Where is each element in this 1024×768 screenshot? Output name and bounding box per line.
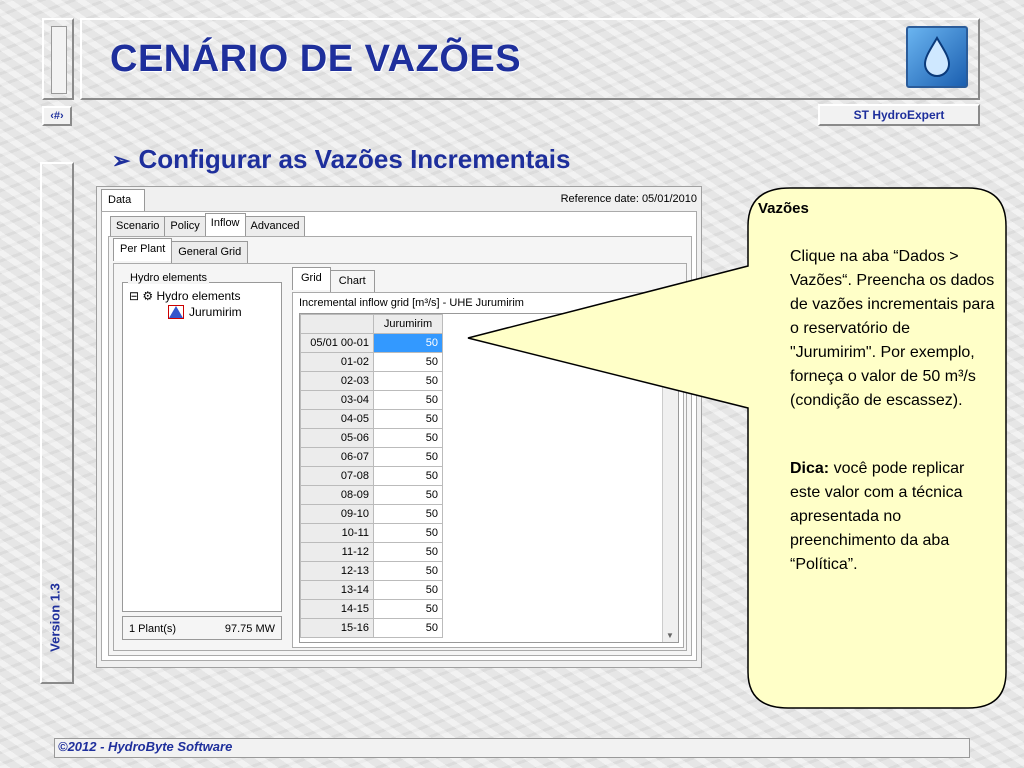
table-row (301, 334, 443, 353)
table-row (301, 410, 443, 429)
table-row (301, 486, 443, 505)
reference-date: Reference date: 05/01/2010 (560, 193, 697, 205)
view-tabs (292, 270, 374, 293)
tab-general-grid[interactable]: General Grid (171, 241, 248, 264)
tab-per-plant[interactable]: Per Plant (113, 238, 172, 261)
copyright: ©2012 - HydroByte Software (58, 739, 233, 754)
row-header[interactable]: 12-13 (301, 562, 374, 581)
row-header[interactable]: 09-10 (301, 505, 374, 524)
tab-grid[interactable]: Grid (292, 267, 331, 290)
grid-cell[interactable]: 50 (374, 543, 443, 562)
callout-body: Clique na aba “Dados > Vazões“. Preencha os dados de vazões incrementais para o reservatório de "Jurumirim". Por exemplo, forneça o valor de 50 m³/s (condição de escassez). (790, 248, 995, 409)
grid-cell[interactable]: 50 (374, 353, 443, 372)
table-row (301, 391, 443, 410)
row-header[interactable]: 02-03 (301, 372, 374, 391)
grid-cell[interactable]: 50 (374, 600, 443, 619)
row-header[interactable]: 15-16 (301, 619, 374, 638)
grid-cell[interactable]: 50 (374, 410, 443, 429)
table-row (301, 505, 443, 524)
callout-text (758, 200, 998, 700)
grid-cell[interactable]: 50 (374, 581, 443, 600)
footer (40, 730, 984, 766)
grid-caption: Incremental inflow grid [m³/s] - UHE Jurumirim (299, 297, 524, 309)
row-header[interactable]: 01-02 (301, 353, 374, 372)
brand-label: ST HydroExpert (818, 104, 980, 126)
tree-item-jurumirim[interactable]: Jurumirim (169, 305, 242, 319)
table-row (301, 429, 443, 448)
tab-advanced[interactable]: Advanced (245, 216, 306, 237)
subtitle: ➢ Configurar as Vazões Incrementais (112, 144, 571, 174)
grid-cell[interactable]: 50 (374, 505, 443, 524)
row-header[interactable]: 08-09 (301, 486, 374, 505)
page-title: CENÁRIO DE VAZÕES (110, 38, 522, 80)
tree-root[interactable]: ⊟ ⚙ Hydro elements (129, 289, 241, 303)
tab-data[interactable]: Data (101, 189, 145, 211)
inflow-subtabs (113, 241, 247, 264)
water-drop-icon (906, 26, 968, 88)
row-header[interactable]: 06-07 (301, 448, 374, 467)
table-row (301, 524, 443, 543)
grid-corner (301, 315, 374, 334)
callout-tip: Dica: você pode replicar este valor com a técnica apresentada no preenchimento da aba “Política”. (790, 460, 965, 573)
row-header[interactable]: 04-05 (301, 410, 374, 429)
table-row (301, 372, 443, 391)
tab-scenario[interactable]: Scenario (110, 216, 165, 237)
tree-status-bar: 1 Plant(s) 97.75 MW (122, 616, 282, 640)
table-row (301, 600, 443, 619)
main-tabs (110, 216, 304, 236)
grid-cell[interactable]: 50 (374, 524, 443, 543)
arrow-bullet-icon: ➢ (112, 148, 131, 173)
grid-cell[interactable]: 50 (374, 429, 443, 448)
callout-heading: Vazões (758, 200, 809, 217)
slide-number-nav[interactable]: ‹#› (42, 106, 72, 126)
tree-group-label: Hydro elements (130, 272, 208, 284)
grid-cell[interactable]: 50 (374, 334, 443, 353)
tab-policy[interactable]: Policy (164, 216, 205, 237)
row-header[interactable]: 14-15 (301, 600, 374, 619)
grid-cell[interactable]: 50 (374, 372, 443, 391)
table-row (301, 619, 443, 638)
grid-cell[interactable]: 50 (374, 467, 443, 486)
grid-cell[interactable]: 50 (374, 562, 443, 581)
table-row (301, 543, 443, 562)
row-header[interactable]: 05/01 00-01 (301, 334, 374, 353)
table-row (301, 448, 443, 467)
table-row (301, 467, 443, 486)
table-row (301, 581, 443, 600)
row-header[interactable]: 10-11 (301, 524, 374, 543)
grid-cell[interactable]: 50 (374, 619, 443, 638)
left-decor-top (42, 18, 74, 100)
row-header[interactable]: 07-08 (301, 467, 374, 486)
grid-cell[interactable]: 50 (374, 448, 443, 467)
column-header-jurumirim[interactable]: Jurumirim (374, 315, 443, 334)
tab-chart[interactable]: Chart (330, 270, 375, 293)
grid-cell[interactable]: 50 (374, 486, 443, 505)
tab-inflow[interactable]: Inflow (205, 213, 246, 237)
scroll-down-icon[interactable]: ▼ (666, 631, 674, 640)
table-row (301, 562, 443, 581)
row-header[interactable]: 03-04 (301, 391, 374, 410)
row-header[interactable]: 11-12 (301, 543, 374, 562)
hydro-elements-tree[interactable] (122, 282, 282, 612)
inflow-table (300, 314, 443, 638)
grid-cell[interactable]: 50 (374, 391, 443, 410)
row-header[interactable]: 05-06 (301, 429, 374, 448)
version-label: Version 1.3 (47, 583, 63, 652)
row-header[interactable]: 13-14 (301, 581, 374, 600)
hydro-plant-icon (169, 306, 183, 318)
table-row (301, 353, 443, 372)
